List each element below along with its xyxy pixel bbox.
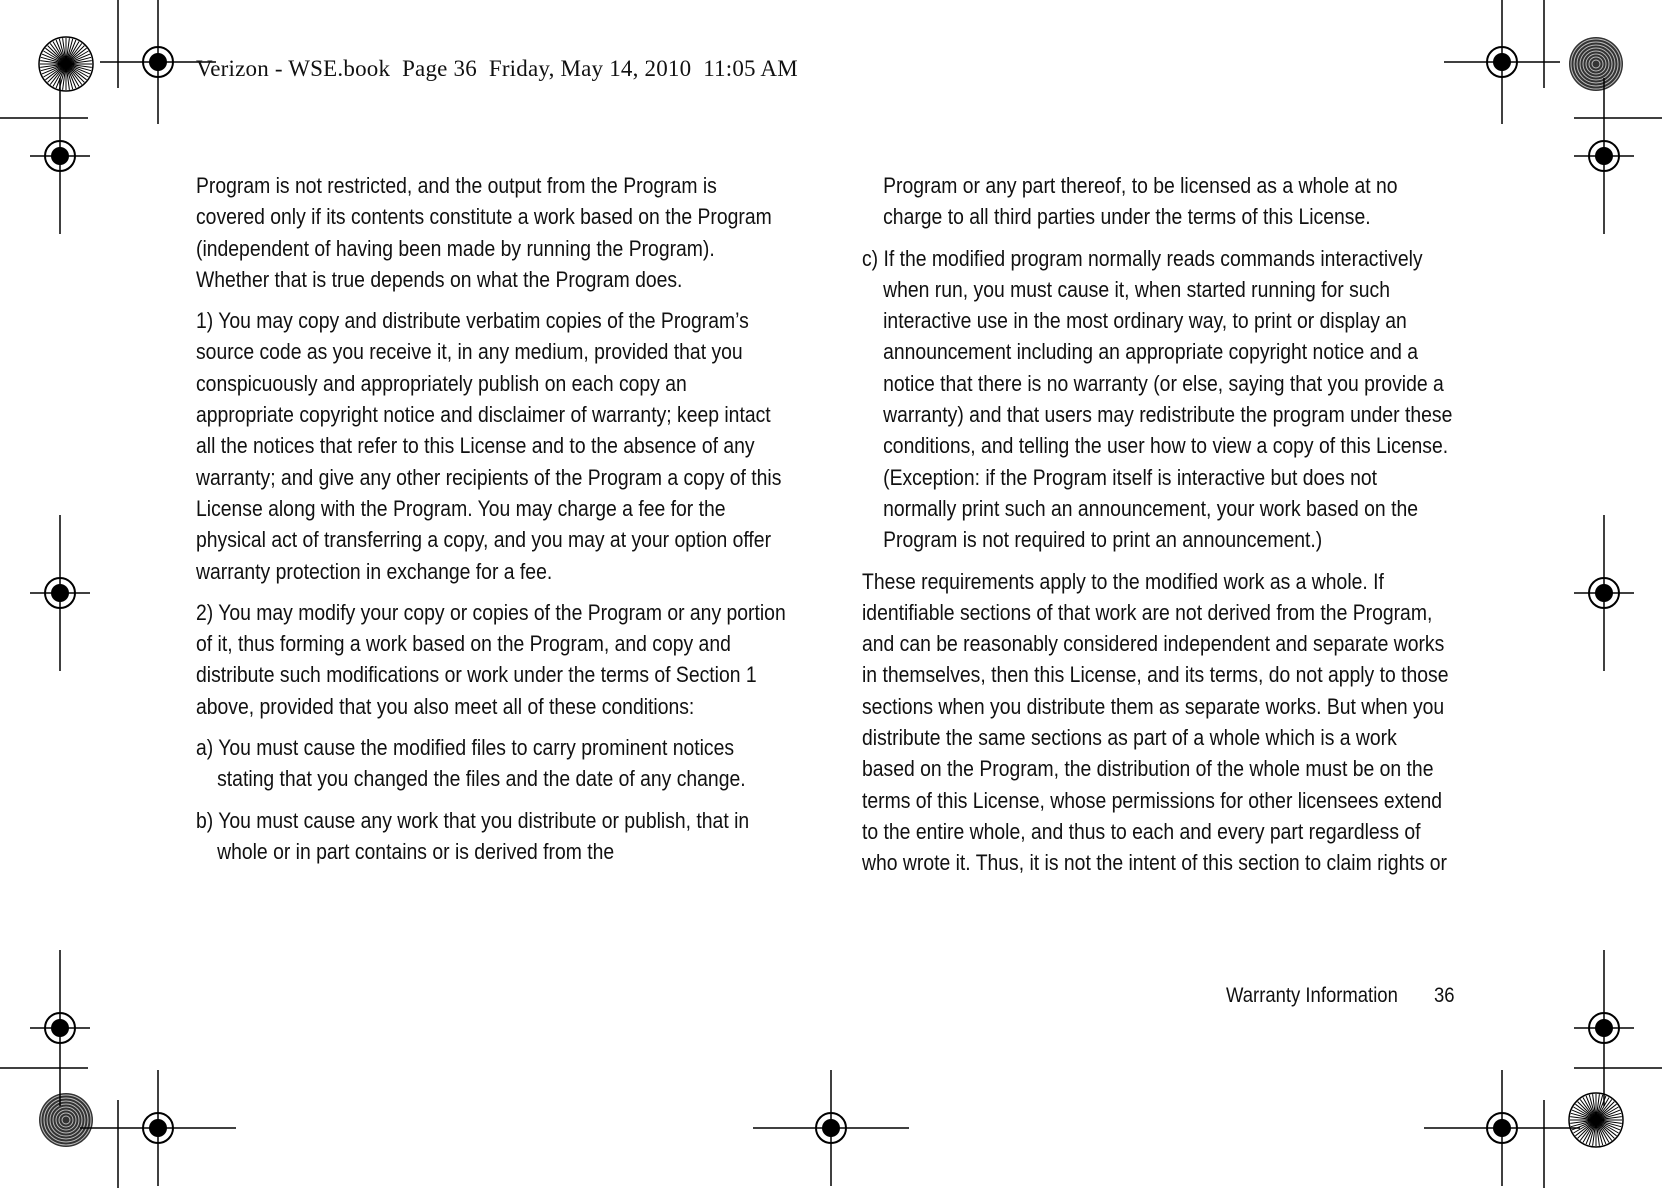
paragraph-item-a: a) You must cause the modified files to carry prominent notices stating that you changed the files and the date of any change. [196,735,746,792]
paragraph-requirements: These requirements apply to the modified work as a whole. If identifiable sections of that work are not derived from the Program, and can be reasonably considered independent and separate works in themselves, then this License, and its terms, do not apply to those sections when you distribute them as separate works. But when you distribute the same sections as part of a whole which is a work based on the Program, the distribution of the whole must be on the terms of this License, whose permissions for other licensees extend to the entire whole, and thus to each and every part regardless of who wrote it. Thus, it is not the intent of this section to claim rights or [862,568,1449,876]
registration-target-fill [822,1119,831,1128]
registration-target-fill [1604,156,1613,165]
registration-target-fill [1604,584,1613,593]
registration-target-fill [831,1119,840,1128]
registration-target-fill [51,1028,60,1037]
registration-target-fill [1595,1028,1604,1037]
registration-target-fill [1493,1119,1502,1128]
left-column [196,170,787,877]
registration-target-fill [1493,62,1502,71]
registration-target-fill [1604,1028,1613,1037]
registration-target-fill [51,593,60,602]
registration-target-fill [60,147,69,156]
paragraph-clause-2: 2) You may modify your copy or copies of the Program or any portion of it, thus forming a work based on the Program, and copy and distribute such modifications or work under the terms of Section 1 above, provided that you also meet all of these conditions: [196,599,786,719]
paragraph-item-c: c) If the modified program normally reads commands interactively when run, you must cause it, when started running for such interactive use in the most ordinary way, to print or display an announcement including an appropriate copyright notice and a notice that there is no warranty (or else, saying that you provide a warranty) and that users may redistribute the program under these conditions, and telling the user how to view a copy of this License. (Exception: if the Program itself is interactive but does not normally print such an announcement, your work based on the Program is not required to print an announcement.) [862,245,1453,553]
registration-target-fill [1493,1128,1502,1137]
registration-target-fill [149,1119,158,1128]
registration-target-fill [1604,593,1613,602]
registration-target-fill [158,1128,167,1137]
paragraph-clause-1: 1) You may copy and distribute verbatim copies of the Program’s source code as you receive it, in any medium, provided that you conspicuously and appropriately publish on each copy an appropriate copyright notice and disclaimer of warranty; keep intact all the notices that refer to this License and to the absence of any warranty; and give any other recipients of the Program a copy of this License along with the Program. You may charge a fee for the physical act of transferring a copy, and you may at your option offer warranty protection in exchange for a fee. [196,308,782,584]
registration-target-fill [51,156,60,165]
registration-target-fill [1595,1019,1604,1028]
registration-target-fill [1595,584,1604,593]
registration-target-fill [1595,593,1604,602]
registration-target-fill [822,1128,831,1137]
registration-target-fill [1604,1019,1613,1028]
page-header: Verizon - WSE.book Page 36 Friday, May 14, 2010 11:05 AM [196,56,798,81]
registration-target-fill [51,1019,60,1028]
registration-target-fill [60,1019,69,1028]
paragraph-intro: Program is not restricted, and the output from the Program is covered only if its contents constitute a work based on the Program (independent of having been made by running the Program). Whether that is true depends on what the Program does. [196,173,772,292]
registration-target-fill [60,593,69,602]
registration-target-fill [831,1128,840,1137]
right-column [862,170,1453,889]
registration-target-fill [1604,147,1613,156]
registration-target-fill [60,584,69,593]
paragraph-item-b: b) You must cause any work that you distribute or publish, that in whole or in part contains or is derived from the [196,807,750,864]
registration-target-fill [60,1028,69,1037]
registration-target-fill [149,62,158,71]
registration-target-fill [1502,1128,1511,1137]
registration-target-fill [1502,62,1511,71]
registration-target-fill [51,147,60,156]
registration-target-fill [149,1128,158,1137]
registration-target-fill [1502,1119,1511,1128]
registration-target-fill [158,1119,167,1128]
registration-target-fill [158,53,167,62]
registration-target-fill [1493,53,1502,62]
paragraph-item-b-continued: Program or any part thereof, to be licensed as a whole at no charge to all third parties under the terms of this License. [883,173,1398,230]
registration-target-fill [149,53,158,62]
registration-target-fill [1595,156,1604,165]
registration-target-fill [60,156,69,165]
registration-target-fill [51,584,60,593]
registration-target-fill [158,62,167,71]
registration-target-fill [1595,147,1604,156]
footer-section-title: Warranty Information [1226,984,1398,1007]
footer-page-number: 36 [1434,984,1455,1007]
registration-target-fill [1502,53,1511,62]
